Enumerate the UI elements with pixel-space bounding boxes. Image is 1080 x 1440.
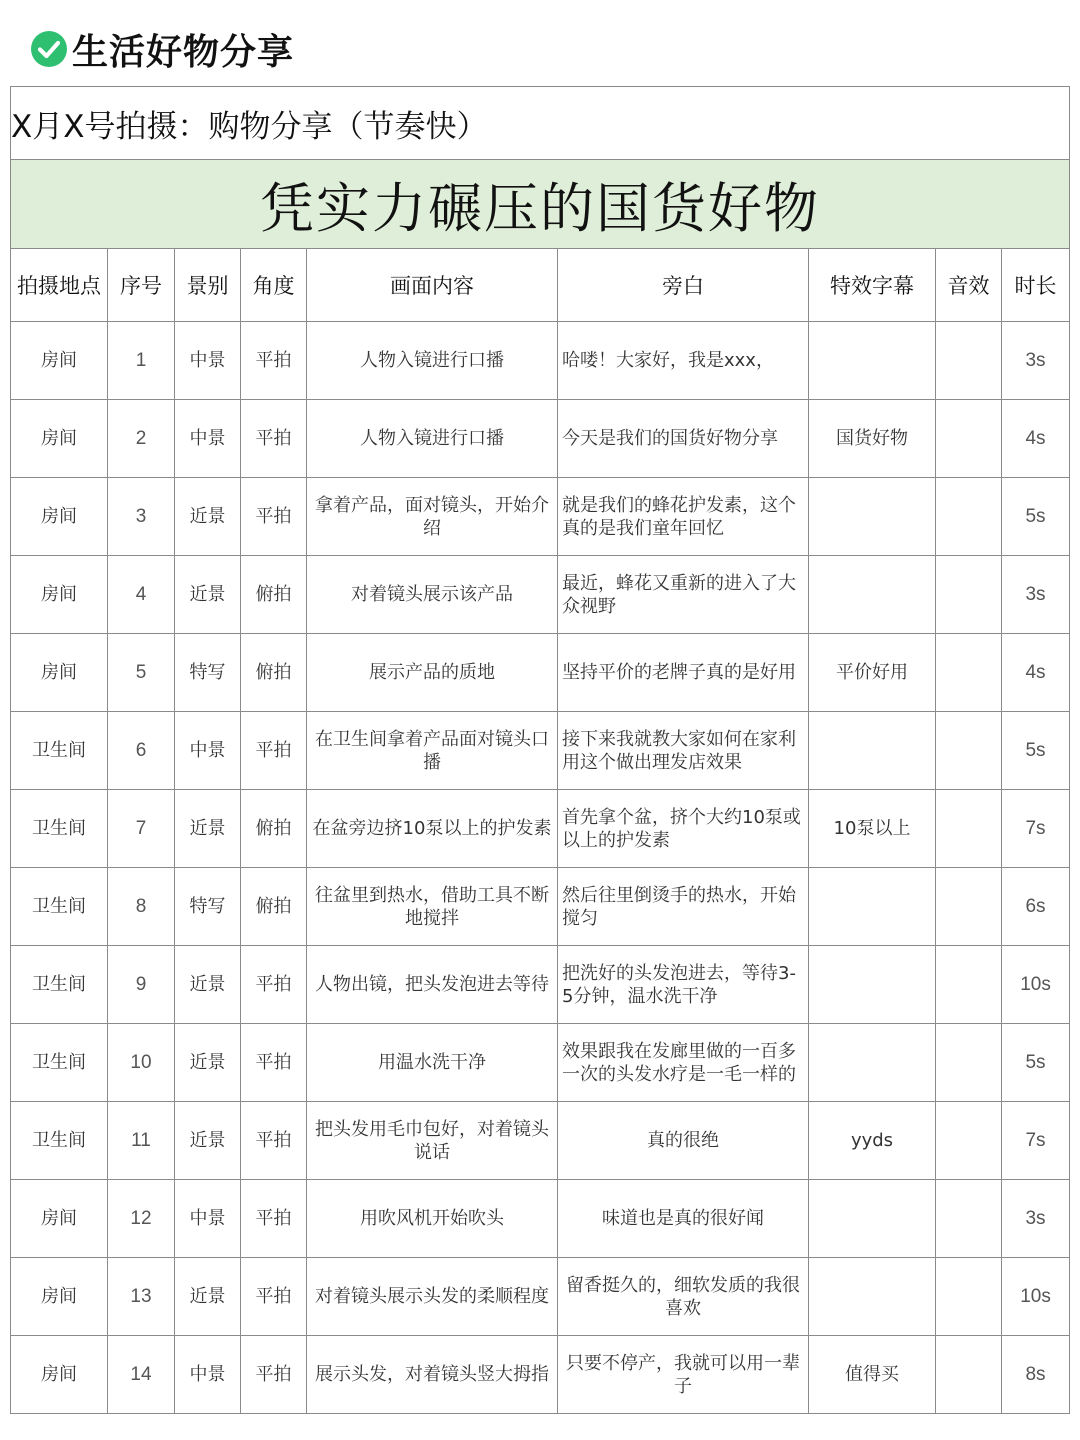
cell-narration: 哈喽！大家好，我是xxx， [558, 322, 809, 400]
cell-sound [936, 322, 1002, 400]
cell-sound [936, 1024, 1002, 1102]
cell-angle: 平拍 [241, 1180, 307, 1258]
cell-angle: 俯拍 [241, 790, 307, 868]
column-header-scene-content: 画面内容 [307, 249, 558, 322]
cell-subtitle [809, 556, 936, 634]
cell-sound [936, 1102, 1002, 1180]
cell-location: 房间 [11, 400, 108, 478]
column-header-sound: 音效 [936, 249, 1002, 322]
cell-location: 房间 [11, 1180, 108, 1258]
cell-duration: 4s [1002, 400, 1070, 478]
cell-narration: 把洗好的头发泡进去，等待3-5分钟，温水洗干净 [558, 946, 809, 1024]
cell-number: 8 [108, 868, 175, 946]
cell-angle: 平拍 [241, 1102, 307, 1180]
cell-duration: 10s [1002, 1258, 1070, 1336]
table-row [11, 1258, 1070, 1336]
cell-narration: 真的很绝 [558, 1102, 809, 1180]
table-row [11, 322, 1070, 400]
cell-subtitle [809, 946, 936, 1024]
cell-narration: 只要不停产，我就可以用一辈子 [558, 1336, 809, 1414]
cell-location: 卫生间 [11, 790, 108, 868]
check-circle-icon [30, 30, 68, 68]
table-row [11, 868, 1070, 946]
cell-location: 房间 [11, 322, 108, 400]
cell-duration: 3s [1002, 556, 1070, 634]
cell-scene-content: 对着镜头展示头发的柔顺程度 [307, 1258, 558, 1336]
cell-angle: 平拍 [241, 1024, 307, 1102]
cell-subtitle [809, 1180, 936, 1258]
column-header-duration: 时长 [1002, 249, 1070, 322]
cell-shot-size: 近景 [175, 946, 241, 1024]
column-header-narration: 旁白 [558, 249, 809, 322]
cell-sound [936, 712, 1002, 790]
table-row [11, 634, 1070, 712]
cell-angle: 平拍 [241, 478, 307, 556]
cell-subtitle [809, 868, 936, 946]
cell-location: 卫生间 [11, 946, 108, 1024]
cell-scene-content: 展示头发，对着镜头竖大拇指 [307, 1336, 558, 1414]
cell-duration: 4s [1002, 634, 1070, 712]
cell-duration: 6s [1002, 868, 1070, 946]
column-header-location: 拍摄地点 [11, 249, 108, 322]
cell-duration: 7s [1002, 790, 1070, 868]
page-title: 生活好物分享 [72, 31, 295, 73]
cell-location: 房间 [11, 556, 108, 634]
cell-subtitle: yyds [809, 1102, 936, 1180]
table-row [11, 400, 1070, 478]
cell-location: 卫生间 [11, 1024, 108, 1102]
cell-number: 11 [108, 1102, 175, 1180]
cell-scene-content: 人物入镜进行口播 [307, 400, 558, 478]
cell-shot-size: 中景 [175, 400, 241, 478]
cell-number: 10 [108, 1024, 175, 1102]
cell-number: 1 [108, 322, 175, 400]
cell-duration: 8s [1002, 1336, 1070, 1414]
cell-location: 卫生间 [11, 712, 108, 790]
cell-scene-content: 在盆旁边挤10泵以上的护发素 [307, 790, 558, 868]
cell-location: 房间 [11, 1258, 108, 1336]
cell-shot-size: 近景 [175, 790, 241, 868]
cell-location: 房间 [11, 478, 108, 556]
cell-scene-content: 往盆里到热水，借助工具不断地搅拌 [307, 868, 558, 946]
cell-sound [936, 556, 1002, 634]
table-row [11, 478, 1070, 556]
cell-number: 14 [108, 1336, 175, 1414]
page-header [30, 26, 294, 72]
cell-shot-size: 近景 [175, 1258, 241, 1336]
table-row [11, 1180, 1070, 1258]
cell-shot-size: 特写 [175, 868, 241, 946]
cell-subtitle: 10泵以上 [809, 790, 936, 868]
cell-subtitle: 平价好用 [809, 634, 936, 712]
table-row [11, 946, 1070, 1024]
table-row [11, 1102, 1070, 1180]
column-header-angle: 角度 [241, 249, 307, 322]
cell-angle: 平拍 [241, 322, 307, 400]
cell-narration: 最近，蜂花又重新的进入了大众视野 [558, 556, 809, 634]
cell-sound [936, 634, 1002, 712]
cell-number: 2 [108, 400, 175, 478]
column-header-shot-size: 景别 [175, 249, 241, 322]
cell-sound [936, 1180, 1002, 1258]
cell-narration: 坚持平价的老牌子真的是好用 [558, 634, 809, 712]
cell-location: 房间 [11, 1336, 108, 1414]
cell-subtitle [809, 712, 936, 790]
cell-location: 卫生间 [11, 1102, 108, 1180]
cell-location: 房间 [11, 634, 108, 712]
shooting-script-table [10, 86, 1070, 1414]
cell-angle: 平拍 [241, 712, 307, 790]
cell-shot-size: 中景 [175, 1336, 241, 1414]
cell-subtitle: 国货好物 [809, 400, 936, 478]
table-row [11, 1024, 1070, 1102]
cell-narration: 味道也是真的很好闻 [558, 1180, 809, 1258]
column-header-row [11, 249, 1070, 322]
cell-number: 3 [108, 478, 175, 556]
cell-angle: 平拍 [241, 946, 307, 1024]
cell-angle: 俯拍 [241, 634, 307, 712]
cell-duration: 5s [1002, 478, 1070, 556]
sheet-title: 凭实力碾压的国货好物 [11, 160, 1070, 249]
cell-scene-content: 人物入镜进行口播 [307, 322, 558, 400]
cell-angle: 平拍 [241, 1258, 307, 1336]
cell-scene-content: 展示产品的质地 [307, 634, 558, 712]
cell-number: 5 [108, 634, 175, 712]
cell-number: 7 [108, 790, 175, 868]
cell-subtitle [809, 322, 936, 400]
table-row [11, 1336, 1070, 1414]
cell-sound [936, 1336, 1002, 1414]
cell-duration: 3s [1002, 322, 1070, 400]
cell-scene-content: 用吹风机开始吹头 [307, 1180, 558, 1258]
cell-subtitle [809, 478, 936, 556]
cell-narration: 今天是我们的国货好物分享 [558, 400, 809, 478]
cell-subtitle [809, 1024, 936, 1102]
cell-shot-size: 中景 [175, 1180, 241, 1258]
shoot-info: X月X号拍摄：购物分享（节奏快） [11, 87, 1070, 160]
cell-sound [936, 1258, 1002, 1336]
cell-angle: 俯拍 [241, 868, 307, 946]
cell-duration: 3s [1002, 1180, 1070, 1258]
cell-number: 6 [108, 712, 175, 790]
cell-shot-size: 中景 [175, 712, 241, 790]
cell-narration: 留香挺久的，细软发质的我很喜欢 [558, 1258, 809, 1336]
cell-shot-size: 近景 [175, 1024, 241, 1102]
cell-sound [936, 868, 1002, 946]
cell-angle: 平拍 [241, 1336, 307, 1414]
cell-sound [936, 478, 1002, 556]
cell-shot-size: 近景 [175, 1102, 241, 1180]
cell-shot-size: 中景 [175, 322, 241, 400]
cell-number: 12 [108, 1180, 175, 1258]
cell-number: 13 [108, 1258, 175, 1336]
cell-sound [936, 946, 1002, 1024]
cell-scene-content: 把头发用毛巾包好，对着镜头说话 [307, 1102, 558, 1180]
cell-scene-content: 对着镜头展示该产品 [307, 556, 558, 634]
cell-duration: 7s [1002, 1102, 1070, 1180]
cell-shot-size: 近景 [175, 478, 241, 556]
cell-scene-content: 人物出镜，把头发泡进去等待 [307, 946, 558, 1024]
cell-narration: 就是我们的蜂花护发素，这个真的是我们童年回忆 [558, 478, 809, 556]
cell-scene-content: 用温水洗干净 [307, 1024, 558, 1102]
cell-subtitle: 值得买 [809, 1336, 936, 1414]
cell-sound [936, 400, 1002, 478]
table-row [11, 556, 1070, 634]
column-header-subtitle: 特效字幕 [809, 249, 936, 322]
cell-shot-size: 特写 [175, 634, 241, 712]
cell-duration: 5s [1002, 712, 1070, 790]
cell-sound [936, 790, 1002, 868]
cell-narration: 效果跟我在发廊里做的一百多一次的头发水疗是一毛一样的 [558, 1024, 809, 1102]
table-row [11, 712, 1070, 790]
cell-scene-content: 在卫生间拿着产品面对镜头口播 [307, 712, 558, 790]
cell-number: 9 [108, 946, 175, 1024]
cell-narration: 然后往里倒烫手的热水，开始搅匀 [558, 868, 809, 946]
column-header-number: 序号 [108, 249, 175, 322]
cell-shot-size: 近景 [175, 556, 241, 634]
cell-subtitle [809, 1258, 936, 1336]
table-row [11, 790, 1070, 868]
cell-narration: 首先拿个盆，挤个大约10泵或以上的护发素 [558, 790, 809, 868]
cell-duration: 10s [1002, 946, 1070, 1024]
cell-angle: 平拍 [241, 400, 307, 478]
cell-number: 4 [108, 556, 175, 634]
cell-scene-content: 拿着产品，面对镜头，开始介绍 [307, 478, 558, 556]
cell-location: 卫生间 [11, 868, 108, 946]
cell-narration: 接下来我就教大家如何在家利用这个做出理发店效果 [558, 712, 809, 790]
cell-angle: 俯拍 [241, 556, 307, 634]
cell-duration: 5s [1002, 1024, 1070, 1102]
